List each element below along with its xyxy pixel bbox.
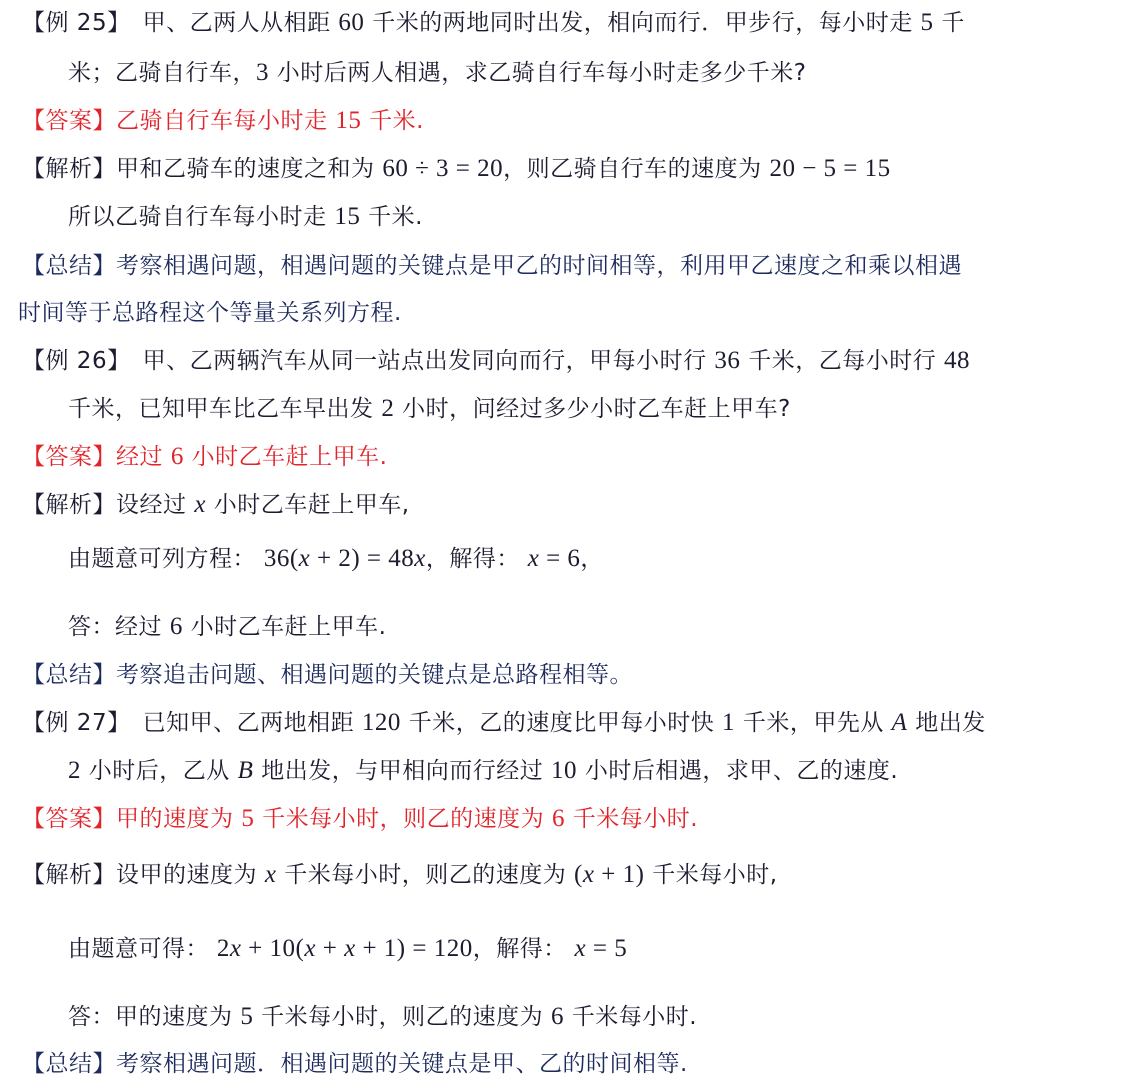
answer-line bbox=[22, 804, 698, 834]
text-segment: 小时乙车赶上甲车. bbox=[183, 444, 388, 470]
text-segment: 【例 25】 甲、乙两人从相距 bbox=[22, 10, 339, 36]
problem-line bbox=[22, 8, 965, 38]
math-variable: x bbox=[229, 935, 242, 962]
text-segment: 千米每小时, bbox=[644, 862, 778, 888]
text-segment: ，解得： bbox=[472, 936, 575, 962]
math-text: 5 bbox=[240, 1003, 254, 1030]
analysis-cont-line bbox=[68, 544, 604, 574]
math-text: 15 bbox=[334, 203, 361, 230]
math-variable: x bbox=[414, 545, 426, 572]
text-segment: 【解析】设经过 bbox=[22, 492, 195, 518]
math-variable: x bbox=[574, 935, 587, 962]
text-segment: 千米，乙每小时行 bbox=[740, 348, 945, 374]
text-segment: 千米. bbox=[361, 108, 424, 134]
math-text: 2 bbox=[216, 935, 230, 962]
text-segment: 【总结】考察相遇问题，相遇问题的关键点是甲乙的时间相等，利用甲乙速度之和乘以相遇 bbox=[22, 253, 962, 279]
text-segment: 千米，乙的速度比甲每小时快 bbox=[400, 710, 723, 736]
math-text: + bbox=[315, 935, 345, 962]
math-text: 36 bbox=[714, 347, 741, 374]
problem-cont-line bbox=[68, 394, 791, 424]
text-segment: 小时，问经过多少小时乙车赶上甲车? bbox=[394, 396, 791, 422]
text-segment: 地出发，与甲相向而行经过 bbox=[253, 758, 552, 784]
problem-cont-line bbox=[68, 58, 807, 88]
math-text: 20 − 5 = 15 bbox=[769, 155, 891, 182]
math-text: + 2) = 48 bbox=[310, 545, 415, 572]
text-segment: 由题意可列方程： bbox=[68, 546, 264, 572]
text-segment: 所以乙骑自行车每小时走 bbox=[68, 204, 335, 230]
math-variable: x bbox=[264, 861, 277, 888]
math-text: 15 bbox=[335, 107, 362, 134]
analysis-cont-line bbox=[68, 934, 627, 964]
math-text: 60 bbox=[338, 9, 365, 36]
math-variable: x bbox=[194, 491, 206, 518]
problem-cont-line bbox=[68, 756, 898, 786]
math-variable: B bbox=[237, 757, 254, 784]
text-segment: ，则乙骑自行车的速度为 bbox=[503, 156, 770, 182]
text-segment: 千米每小时. bbox=[564, 806, 699, 832]
math-text: 5 bbox=[241, 805, 255, 832]
math-text: ( bbox=[574, 861, 583, 888]
text-segment: 小时乙车赶上甲车, bbox=[205, 492, 410, 518]
text-segment: ，解得： bbox=[425, 546, 528, 572]
text-segment: 【总结】考察相遇问题．相遇问题的关键点是甲、乙的时间相等. bbox=[22, 1051, 688, 1077]
math-text: 2 bbox=[68, 757, 81, 784]
answer-line bbox=[22, 106, 424, 136]
math-text: 36( bbox=[263, 545, 299, 572]
math-text: 6 bbox=[170, 443, 184, 470]
text-segment: 【例 27】 已知甲、乙两地相距 bbox=[22, 710, 362, 736]
text-segment: 千 bbox=[933, 10, 965, 36]
text-segment: 【答案】经过 bbox=[22, 444, 171, 470]
text-segment: 千米每小时，则乙的速度为 bbox=[253, 1004, 551, 1030]
math-text: 5 bbox=[920, 9, 934, 36]
math-variable: A bbox=[891, 709, 908, 736]
problem-line bbox=[22, 708, 986, 738]
analysis-line bbox=[22, 490, 410, 520]
text-segment: 答：甲的速度为 bbox=[68, 1004, 241, 1030]
analysis-cont-line bbox=[68, 202, 423, 232]
math-text: 48 bbox=[944, 347, 971, 374]
text-segment: 时间等于总路程这个等量关系列方程. bbox=[18, 300, 402, 326]
summary-line bbox=[22, 660, 633, 690]
math-variable: x bbox=[582, 861, 595, 888]
text-segment: 【答案】乙骑自行车每小时走 bbox=[22, 108, 336, 134]
text-segment: 千米的两地同时出发，相向而行．甲步行，每小时走 bbox=[364, 10, 921, 36]
text-segment: 小时后两人相遇，求乙骑自行车每小时走多少千米? bbox=[269, 60, 807, 86]
text-segment: 千米每小时，则乙的速度为 bbox=[254, 806, 552, 832]
text-segment: 小时后，乙从 bbox=[81, 758, 238, 784]
math-text: 1 bbox=[722, 709, 736, 736]
math-text: 120 bbox=[361, 709, 401, 736]
math-text: 6 bbox=[550, 1003, 564, 1030]
problem-line bbox=[22, 346, 970, 376]
text-segment: 答：经过 bbox=[68, 614, 170, 640]
text-segment: 千米. bbox=[360, 204, 423, 230]
text-segment: 小时乙车赶上甲车. bbox=[182, 614, 387, 640]
text-segment: 【总结】考察追击问题、相遇问题的关键点是总路程相等。 bbox=[22, 662, 633, 688]
text-segment: 小时后相遇，求甲、乙的速度. bbox=[577, 758, 899, 784]
math-text: = 5 bbox=[586, 935, 628, 962]
analysis-line bbox=[22, 154, 891, 184]
text-segment: 【例 26】 甲、乙两辆汽车从同一站点出发同向而行，甲每小时行 bbox=[22, 348, 715, 374]
summary-wrap-line bbox=[18, 298, 402, 328]
math-text: = 6 bbox=[539, 545, 581, 572]
text-segment: 【答案】甲的速度为 bbox=[22, 806, 242, 832]
text-segment: 千米，甲先从 bbox=[735, 710, 892, 736]
math-variable: x bbox=[344, 935, 356, 962]
text-segment: ， bbox=[580, 546, 604, 572]
text-segment: 由题意可得： bbox=[68, 936, 217, 962]
text-segment: 千米，已知甲车比乙车早出发 bbox=[68, 396, 382, 422]
math-variable: x bbox=[304, 935, 316, 962]
math-text: + 1) = 120 bbox=[355, 935, 473, 962]
text-segment: 米；乙骑自行车， bbox=[68, 60, 256, 86]
math-text: 6 bbox=[551, 805, 565, 832]
math-text: + 1) bbox=[594, 861, 645, 888]
summary-line bbox=[22, 251, 962, 281]
analysis-cont-line bbox=[68, 612, 386, 642]
summary-line bbox=[22, 1049, 688, 1079]
math-text: 6 bbox=[169, 613, 183, 640]
math-text: 2 bbox=[381, 395, 395, 422]
math-variable: x bbox=[527, 545, 540, 572]
math-text: 60 ÷ 3 = 20 bbox=[382, 155, 504, 182]
analysis-line bbox=[22, 860, 778, 890]
math-text: 3 bbox=[256, 59, 269, 86]
text-segment: 【解析】甲和乙骑车的速度之和为 bbox=[22, 156, 383, 182]
text-segment: 千米每小时，则乙的速度为 bbox=[276, 862, 575, 888]
text-segment: 【解析】设甲的速度为 bbox=[22, 862, 265, 888]
text-segment: 千米每小时. bbox=[563, 1004, 698, 1030]
text-segment: 地出发 bbox=[907, 710, 986, 736]
math-variable: x bbox=[298, 545, 311, 572]
answer-line bbox=[22, 442, 387, 472]
analysis-cont-line bbox=[68, 1002, 697, 1032]
math-text: 10 bbox=[551, 757, 578, 784]
math-text: + 10( bbox=[241, 935, 305, 962]
